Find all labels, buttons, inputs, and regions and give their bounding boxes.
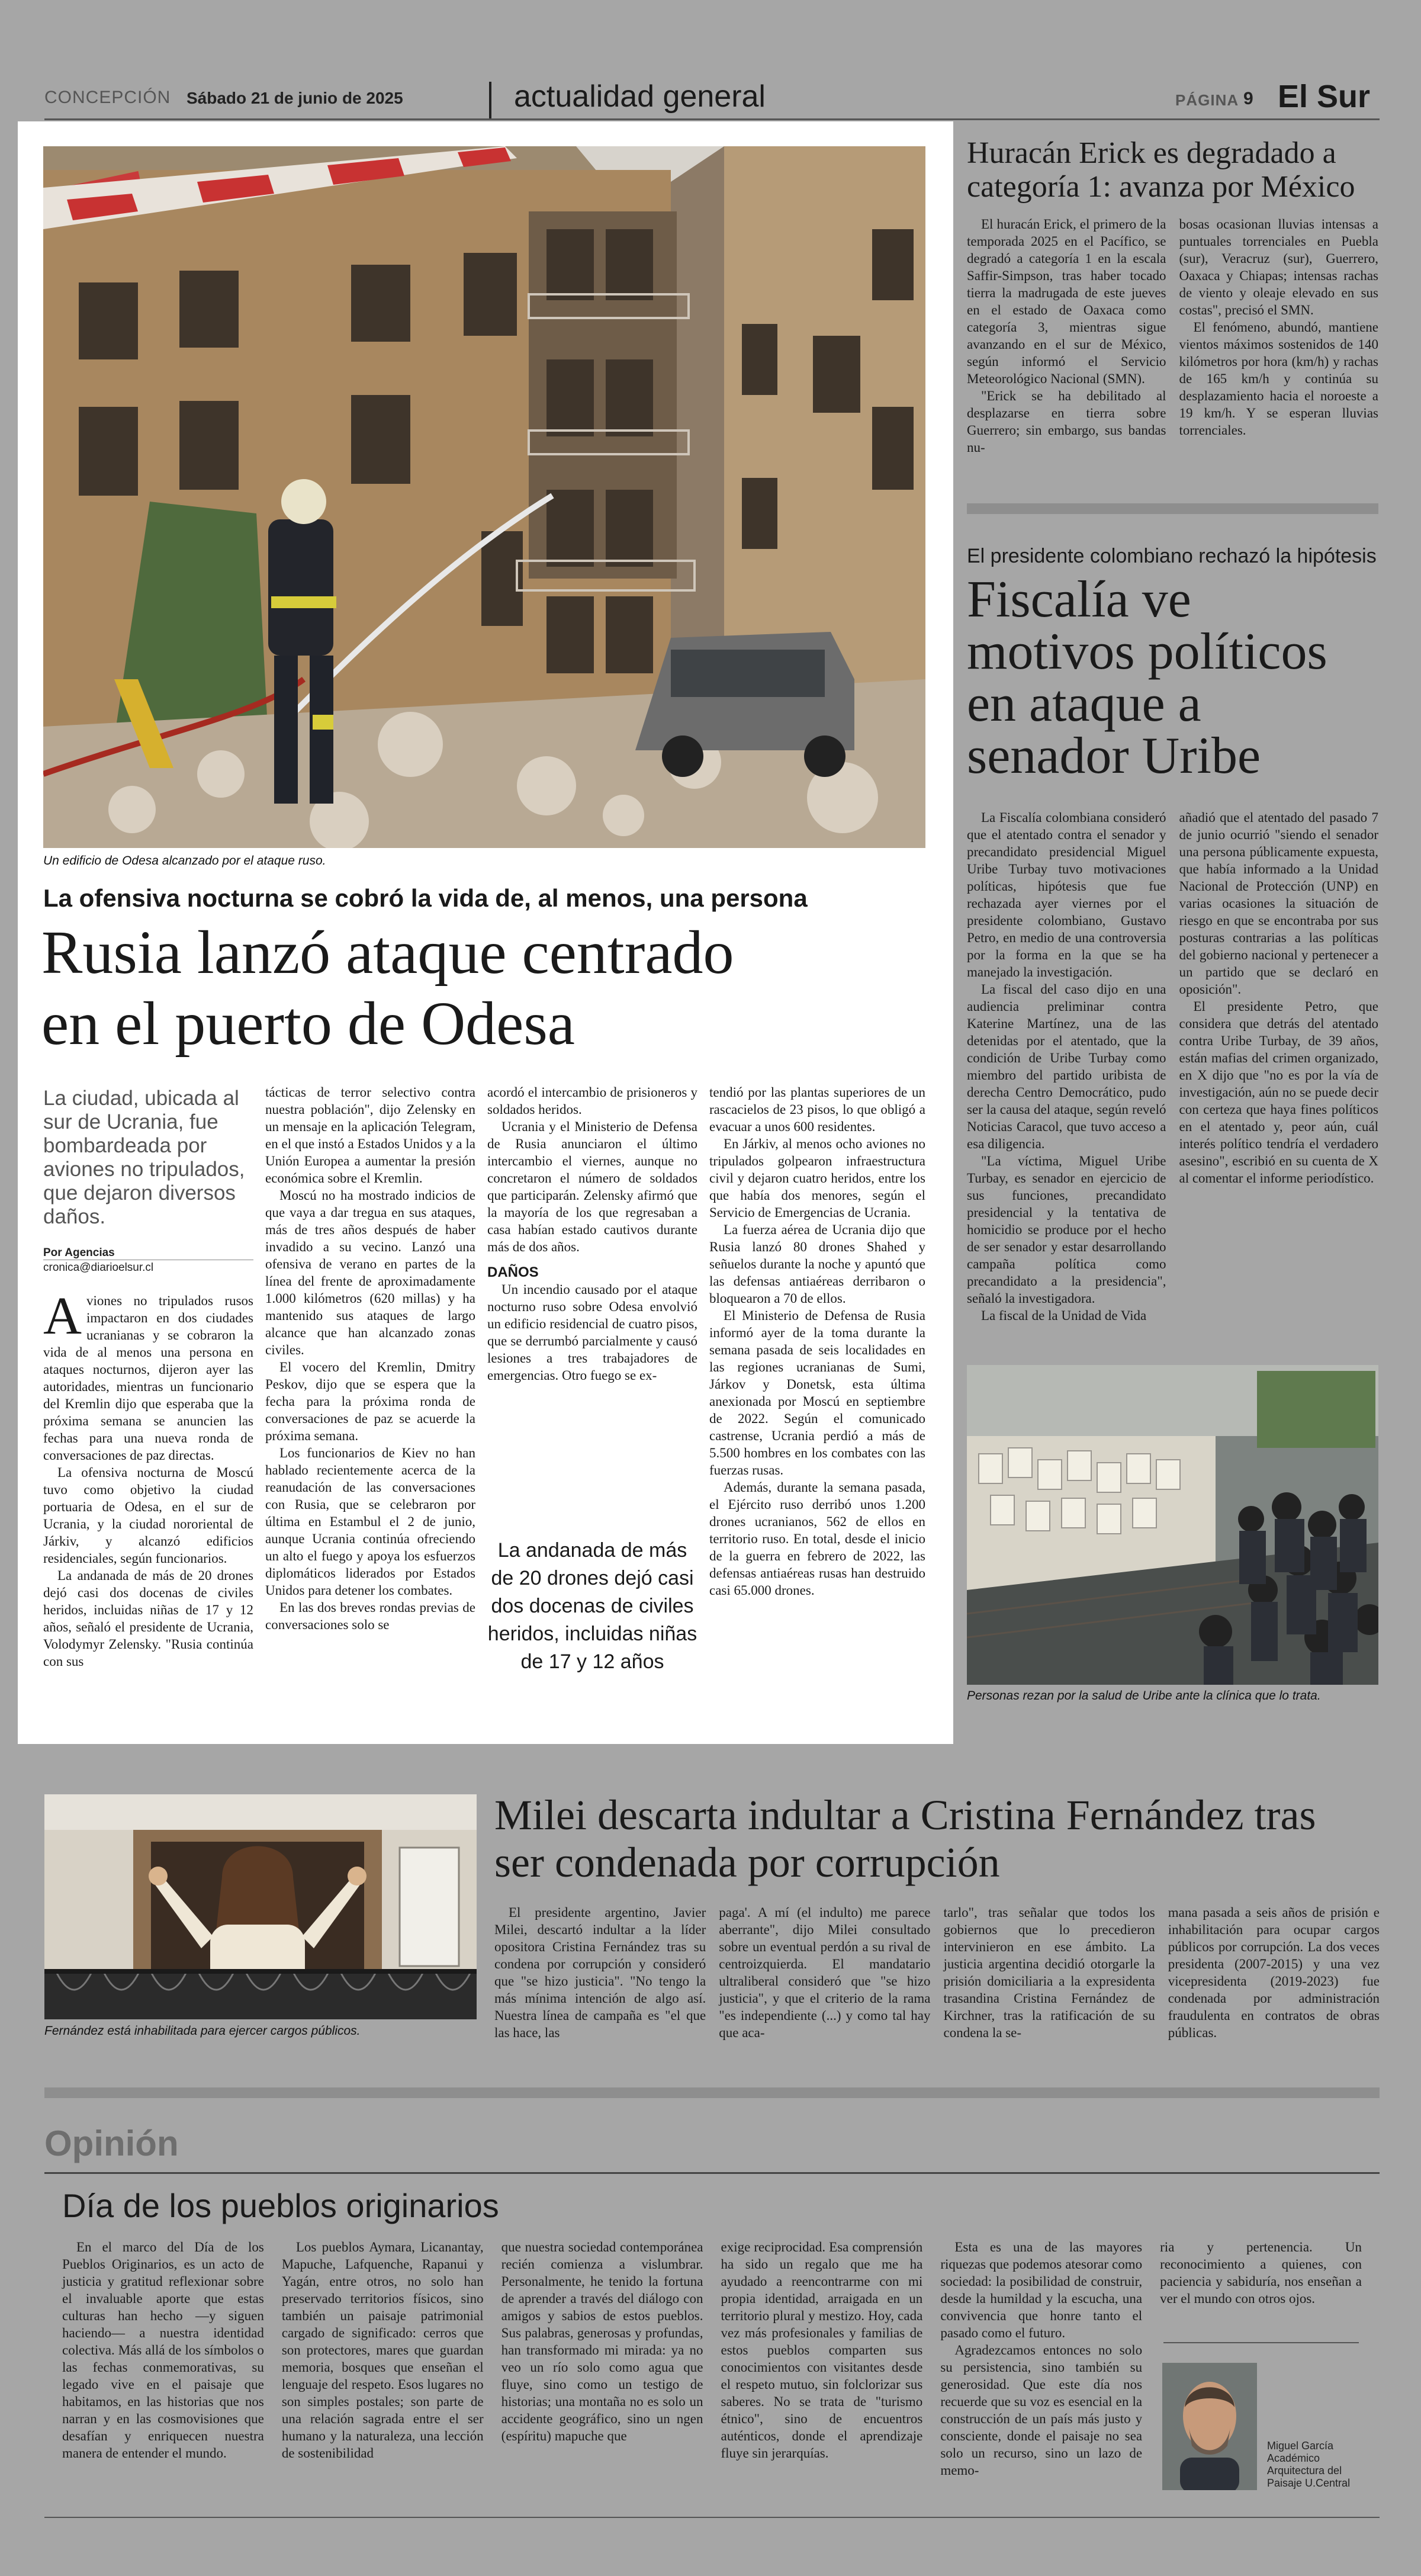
- section-title: actualidad general: [514, 79, 766, 114]
- main-col3-p3: Un incendio causado por el ataque nocturno ruso sobre Odesa envolvió un edificio residencial de cuatro pisos, que se derrumbó parcialmente y causó lesiones a tres trabajadores de emergencias. Otro fuego se ex-: [487, 1282, 697, 1383]
- page-label: PÁGINA: [1175, 91, 1239, 109]
- hurricane-story: [967, 136, 1378, 492]
- masthead-city: CONCEPCIÓN: [44, 88, 171, 107]
- hurricane-col1-p2: "Erick se ha debilitado al desplazarse en tierra sobre Guerrero; sin embargo, sus bandas nu-: [967, 388, 1166, 455]
- drop-cap: A: [43, 1287, 82, 1345]
- header-rule: [44, 118, 1380, 120]
- main-col2-p5: En las dos breves rondas previas de conversaciones solo se: [265, 1600, 475, 1632]
- uribe-photo-caption: Personas rezan por la salud de Uribe ante la clínica que lo trata.: [967, 1689, 1321, 1703]
- odesa-photo: [43, 146, 925, 848]
- uribe-photo: [967, 1365, 1378, 1685]
- opinion-col1: En el marco del Día de los Pueblos Originarios, es un acto de justicia y gratitud reflexionar sobre el invaluable aporte que estas culturas han hecho —y siguen haciendo— a nuestra identidad colectiva. Más allá de los símbolos o las fechas conmemorativas, su legado vive en el paisaje que habitamos, en las historias que nos narran y en las cosmovisiones que desafían y enriquecen nuestra manera de entender el mundo.: [62, 2240, 264, 2461]
- opinion-col5-p1: Esta es una de las mayores riquezas que podemos atesorar como sociedad: la posibilidad de construir, desde la humildad y la escucha, una convivencia que honre tanto el pasado como el futuro.: [940, 2240, 1143, 2340]
- milei-col1: El presidente argentino, Javier Milei, descartó indultar a la líder opositora Cristina Fernández tras su condena por corrupción y consideró que "se hizo justicia". "No tengo la más mínima intención de algo así. Nuestra línea de campaña es "el que las hace, las: [494, 1905, 706, 2040]
- main-col1-p3: La andanada de más de 20 drones dejó casi dos docenas de civiles heridos, incluidas niñas de 17 y 12 años, señaló el presidente de Ucrania, Volodymyr Zelensky. "Rusia continúa con sus: [43, 1568, 253, 1669]
- main-col1-body: [43, 1287, 253, 1670]
- main-col2-p4: Los funcionarios de Kiev no han hablado recientemente acerca de la reanudación de las conversaciones con Rusia, que se celebraron por última en Estambul el 2 de junio, aunque Ucrania continúa ofreciendo un alto el fuego y apoya los esfuerzos diplomáticos liderados por Estados Unidos para detener los combates.: [265, 1446, 475, 1598]
- main-headline-line2: en el puerto de Odesa: [41, 990, 575, 1058]
- opinion-bottom-rule: [44, 2517, 1380, 2518]
- main-kicker: La ofensiva nocturna se cobró la vida de, al menos, una persona: [43, 884, 808, 912]
- hurricane-col1-p1: El huracán Erick, el primero de la temporada 2025 en el Pacífico, se degradó a categoría 1 en la escala Saffir-Simpson, tras haber tocado tierra la madrugada de este jueves en el estado de Oaxaca como categoría 3, mientras sigue avanzando en el sur de México, según informó el Servicio Meteorológico Nacional (SMN).: [967, 217, 1166, 386]
- masthead: [0, 0, 1421, 121]
- main-story-panel: [18, 121, 953, 1744]
- opinion-col4: exige reciprocidad. Esa comprensión ha sido un regalo que me ha ayudado a reencontrarme con mi propia identidad, arraigada en un territorio plural y mestizo. Hoy, cada vez más profesionales y familias de estos pueblos comparten sus conocimientos con visitantes desde el respeto mutuo, sin folclorizar sus saberes. No se trata de "turismo étnico", sino de encuentros auténticos, donde el aprendizaje fluye sin jerarquías.: [721, 2240, 923, 2461]
- main-col1-p1: viones no tripulados rusos impactaron en dos ciudades ucranianas y se cobraron la vida de al menos una persona en ataques nocturnos, dijeron ayer las autoridades, mientras un funcionario del Kremlin dijo que esperaba que la próxima semana se anuncien las fechas para una nueva ronda de conversaciones de paz directas.: [43, 1293, 253, 1463]
- uribe-col1-p4: La fiscal de la Unidad de Vida: [981, 1308, 1147, 1323]
- hurricane-body: [967, 216, 1378, 456]
- main-col3-p1: acordó el intercambio de prisioneros y soldados heridos.: [487, 1085, 697, 1117]
- odesa-photo-caption: Un edificio de Odesa alcanzado por el ataque ruso.: [43, 854, 326, 868]
- main-col4-p2: En Járkiv, al menos ocho aviones no tripulados golpearon infraestructura civil y dejaron cuatro heridos, entre los que había dos menores, según el Servicio de Emergencias de Ucrania.: [709, 1136, 925, 1220]
- danos-subhead: DAÑOS: [487, 1264, 539, 1280]
- uribe-headline: Fiscalía ve motivos políticos en ataque a senador Uribe: [967, 571, 1327, 785]
- uribe-col1-p1: La Fiscalía colombiana consideró que el atentado contra el senador y precandidato presidencial Miguel Uribe Turbay tuvo motivaciones políticas, hipótesis que fue rechazada ayer viernes por el presidente colombiano, Gustavo Petro, en medio de una controversia por la forma en la que se ha manejado la investigación.: [967, 810, 1166, 979]
- uribe-body: [967, 809, 1378, 1324]
- opinion-col3: que nuestra sociedad contemporánea recién comienza a vislumbrar. Personalmente, he tenido la fortuna de aprender a través del diálogo con amigos y sabios de estos pueblos. Sus palabras, generosas y profundas, han transformado mi mirada: ya no veo un río solo como agua que fluye, sino como un testigo de historias; una montaña no es solo un accidente geográfico, sino un ngen (espíritu) mapuche que: [501, 2240, 703, 2443]
- odesa-building-image: [43, 146, 925, 848]
- main-column-4: [709, 1084, 925, 1599]
- author-role-2: Arquitectura del: [1267, 2465, 1342, 2477]
- milei-col3: tarlo", tras señalar que todos los gobiernos que lo precedieron intervinieron en ese ámbito. La justicia argentina decidió otorgarle la prisión domiciliaria a la expresidenta trasandina Cristina Fernández de Kirchner, tras la ratificación de su condena la se-: [943, 1905, 1155, 2040]
- uribe-col1-p2: La fiscal del caso dijo en una audiencia preliminar contra Katerine Martínez, una de las detenidas por el atentado, que la condición de Uribe Turbay como miembro del partido uribista de derecha Centro Democrático, pudo ser la causa del ataque, según reveló Noticias Caracol, que tuvo acceso a esa diligencia.: [967, 982, 1166, 1151]
- masthead-date: Sábado 21 de junio de 2025: [187, 89, 403, 107]
- main-column-3: [487, 1084, 697, 1384]
- hurricane-headline: Huracán Erick es degradado a categoría 1: avanza por México: [967, 136, 1355, 204]
- main-email[interactable]: cronica@diarioelsur.cl: [43, 1260, 253, 1274]
- author-name: Miguel García: [1267, 2440, 1334, 2452]
- fernandez-image: [44, 1794, 477, 2019]
- main-col2-p2: Moscú no ha mostrado indicios de que vaya a dar tregua en sus ataques, más de tres años después de haber invadido a su vecino. Lanzó una ofensiva de verano en partes de la línea del frente de aproximadamente 1.000 kilómetros (620 millas) y ha mantenido sus ataques de largo alcance que han alcanzado zonas civiles.: [265, 1188, 475, 1357]
- author-avatar: [1162, 2363, 1257, 2490]
- main-column-2: [265, 1084, 475, 1633]
- main-column-1: [43, 1087, 253, 1738]
- uribe-col2-p2: El presidente Petro, que considera que detrás del atentado contra Uribe Turbay, de 39 años, están mafias del crimen organizado, en X dijo que "no es por la vía de investigación, aún no se puede decir con certeza que haya fines políticos en el atentado y, peor aún, cuál interés político tendría el verdadero asesino", escribió en su cuenta de X al comentar el informe periodístico.: [1179, 999, 1378, 1186]
- main-deck: La ciudad, ubicada al sur de Ucrania, fue bombardeada por aviones no tripulados, que dejaron diversos daños.: [43, 1087, 245, 1228]
- main-col4-p1: tendió por las plantas superiores de un rascacielos de 23 pisos, lo que obligó a evacuar a unos 600 residentes.: [709, 1085, 925, 1134]
- uribe-col2-p1: añadió que el atentado del pasado 7 de junio ocurrió "siendo el senador una persona públicamente expuesta, que había informado a la Unidad Nacional de Protección (UNP) en varias ocasiones la situación de riesgo en que se encontraba por sus posturas contrarias a las políticas del gobierno nacional y pertenecer a un partido que se declaró en oposición".: [1179, 810, 1378, 997]
- author-role-3: Paisaje U.Central: [1267, 2477, 1351, 2489]
- main-byline: Por Agencias: [43, 1247, 115, 1259]
- main-col3-p2: Ucrania y el Ministerio de Defensa de Rusia anunciaron el último intercambio el viernes, aunque no concretaron el número de soldados que participarán. Zelensky afirmó que la mayoría de los que regresaban a casa habían estado cautivos durante más de dos años.: [487, 1119, 697, 1254]
- author-portrait-image: [1162, 2363, 1257, 2490]
- main-col4-p3: La fuerza aérea de Ucrania dijo que Rusia lanzó 80 drones Shahed y señuelos durante la noche y apuntó que las defensas antiaéreas derribaron o bloquearon a 70 de ellos.: [709, 1222, 925, 1306]
- milei-col2: paga'. A mí (el indulto) me parece aberrante", dijo Milei consultado sobre un eventual perdón a su rival de centroizquierda. El mandatario ultraliberal consideró que "se hizo justicia", y que el criterio de la rama "es independiente (...) y como tal hay que aca-: [719, 1905, 931, 2040]
- main-col1-p2: La ofensiva nocturna de Moscú tuvo como objetivo la ciudad portuaria de Odesa, en el sur de Ucrania, y la ciudad nororiental de Járkiv, y alcanzó edificios residenciales, según funcionarios.: [43, 1465, 253, 1566]
- uribe-kicker: El presidente colombiano rechazó la hipótesis: [967, 545, 1377, 567]
- hurricane-col2-p2: El fenómeno, abundó, mantiene vientos máximos sostenidos de 140 kilómetros por hora (km/h) y rachas de 165 km/h y continúa su desplazamiento hacia el noroeste a 19 km/h. Y se esperan lluvias torrenciales.: [1179, 320, 1378, 438]
- hurricane-col2-p1: bosas ocasionan lluvias intensas a puntuales torrenciales en Puebla (sur), Veracruz (sur), Guerrero, Oaxaca y Chiapas; intensas rachas de viento y oleaje elevado en sus costas", precisó el SMN.: [1179, 217, 1378, 317]
- milei-col4: mana pasada a seis años de prisión e inhabilitación para ocupar cargos públicos por corrupción. La dos veces presidenta (2007-2015) y una vez vicepresidenta (2019-2023) fue condenada por administración fraudulenta en contratos de obras públicas.: [1168, 1905, 1380, 2040]
- author-info: [1267, 2440, 1350, 2490]
- masthead-divider: [489, 82, 491, 118]
- pull-quote: La andanada de más de 20 drones dejó casi dos docenas de civiles heridos, incluidas niñas de 17 y 12 años: [487, 1539, 697, 1673]
- uribe-col1-p3: "La víctima, Miguel Uribe Turbay, es senador en ejercicio de sus funciones, precandidato presidencial y la tentativa de homicidio se produce por el hecho de ser senador y estar desarrollando campaña política como precandidato a la presidencia", señaló la investigadora.: [967, 1154, 1166, 1306]
- main-col2-p3: El vocero del Kremlin, Dmitry Peskov, dijo que se espera que la fecha para la próxima ronda de conversaciones de paz se acuerde la próxima semana.: [265, 1360, 475, 1443]
- opinion-section-title: Opinión: [44, 2124, 179, 2163]
- divider-1: [967, 503, 1378, 514]
- vigil-image: [967, 1365, 1378, 1685]
- milei-body: [494, 1904, 1380, 2041]
- main-col4-p4: El Ministerio de Defensa de Rusia informó ayer de la toma durante la semana pasada de seis localidades en las regiones ucranianas de Sumi, Járkov y Donetsk, esta última anexionada por Moscú en septiembre de 2022. Según el comunicado castrense, Ucrania perdió a más de 5.500 hombres en los combates con las fuerzas rusas.: [709, 1308, 925, 1477]
- opinion-col5-p2: Agradezcamos entonces no solo su persistencia, sino también su generosidad. Que este día nos recuerde que su voz es esencial en la construcción de un país más justo y consciente, donde el paisaje no sea solo un recurso, sino un lazo de memo-: [940, 2343, 1143, 2478]
- main-col4-p5: Además, durante la semana pasada, el Ejército ruso derribó unos 1.200 drones ucranianos, 562 de ellos en territorio ruso. En total, desde el inicio de la guerra en febrero de 2022, las defensas antiaéreas rusas han destruido casi 65.000 drones.: [709, 1480, 925, 1598]
- milei-photo-caption: Fernández está inhabilitada para ejercer cargos públicos.: [44, 2024, 361, 2038]
- milei-photo: [44, 1794, 477, 2019]
- milei-headline: Milei descarta indultar a Cristina Fernández tras ser condenada por corrupción: [494, 1791, 1316, 1886]
- main-col2-p1: tácticas de terror selectivo contra nuestra población", dijo Zelensky en un mensaje en la aplicación Telegram, en el que instó a Estados Unidos y a la Unión Europea a aumentar la presión económica sobre el Kremlin.: [265, 1085, 475, 1186]
- opinion-rule: [44, 2172, 1380, 2174]
- author-rule: [1163, 2342, 1359, 2343]
- main-headline-line1: Rusia lanzó ataque centrado: [41, 918, 734, 987]
- page-number: 9: [1243, 89, 1253, 108]
- opinion-col6: ria y pertenencia. Un reconocimiento a quienes, con paciencia y sabiduría, nos enseñan a ver el mundo con otros ojos.: [1160, 2240, 1362, 2306]
- opinion-headline: Día de los pueblos originarios: [62, 2187, 499, 2224]
- author-role-1: Académico: [1267, 2452, 1320, 2464]
- divider-2: [44, 2087, 1380, 2098]
- opinion-col2: Los pueblos Aymara, Licanantay, Mapuche, Lafquenche, Rapanui y Yagán, entre otros, no solo han preservado territorios físicos, sino también un paisaje patrimonial cargado de significado: cerros que son protectores, mares que guardan memoria, bosques que enseñan el lenguaje del respeto. Esos lugares no son simples postales; son parte de una relación sagrada entre el ser humano y la naturaleza, una lección de sostenibilidad: [281, 2240, 484, 2461]
- brand-logo: El Sur: [1278, 79, 1371, 114]
